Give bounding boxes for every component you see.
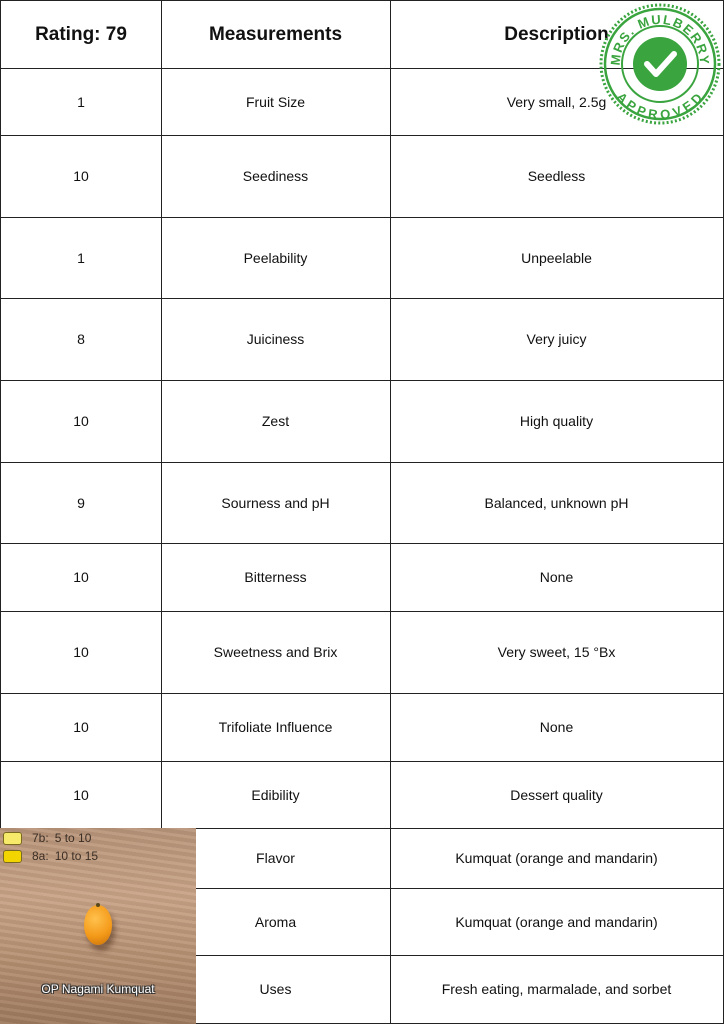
table-row [0, 462, 724, 544]
photo-caption: OP Nagami Kumquat [41, 982, 155, 996]
table-row [0, 298, 724, 381]
measurement-cell: Bitterness [161, 543, 391, 612]
table-row [0, 611, 724, 694]
description-cell: Unpeelable [390, 217, 724, 299]
score-cell: 10 [0, 380, 162, 463]
measurement-cell: Flavor [161, 828, 391, 889]
zone-swatch [3, 850, 22, 863]
description-cell: Very sweet, 15 °Bx [390, 611, 724, 694]
score-cell: 9 [0, 462, 162, 544]
hardiness-zone-7b [3, 831, 91, 845]
description-cell: None [390, 543, 724, 612]
measurement-cell: Fruit Size [161, 68, 391, 136]
kumquat-photo [0, 828, 196, 1024]
description-cell: Very juicy [390, 298, 724, 381]
measurement-cell: Peelability [161, 217, 391, 299]
score-cell: 8 [0, 298, 162, 381]
description-cell: Kumquat (orange and mandarin) [390, 828, 724, 889]
description-cell: Very small, 2.5g [390, 68, 724, 136]
description-cell: Balanced, unknown pH [390, 462, 724, 544]
zone-range: 5 to 10 [54, 831, 92, 845]
measurement-cell: Sweetness and Brix [161, 611, 391, 694]
measurement-cell: Aroma [161, 888, 391, 956]
score-cell: 10 [0, 611, 162, 694]
rating-header: Rating: 79 [0, 0, 162, 69]
zone-swatch [3, 832, 22, 845]
score-cell: 1 [0, 68, 162, 136]
measurement-cell: Sourness and pH [161, 462, 391, 544]
description-cell: Seedless [390, 135, 724, 218]
table-row [0, 135, 724, 218]
zone-range: 10 to 15 [54, 849, 99, 863]
description-cell: Fresh eating, marmalade, and sorbet [390, 955, 724, 1024]
measurement-cell: Juiciness [161, 298, 391, 381]
measurement-cell: Zest [161, 380, 391, 463]
score-cell: 10 [0, 543, 162, 612]
approved-stamp [598, 2, 722, 126]
description-cell: Dessert quality [390, 761, 724, 829]
measurement-cell: Uses [161, 955, 391, 1024]
score-cell: 10 [0, 135, 162, 218]
score-cell: 10 [0, 693, 162, 762]
zone-label: 7b: [32, 831, 49, 845]
stamp-top-text: MRS. MULBERRY [607, 11, 713, 67]
hardiness-zone-8a [3, 849, 98, 863]
table-row [0, 761, 724, 829]
score-cell: 1 [0, 217, 162, 299]
table-row [0, 693, 724, 762]
fruit-stem [96, 903, 100, 907]
check-icon [633, 37, 687, 91]
table-row [0, 217, 724, 299]
kumquat-fruit [84, 905, 112, 945]
table-row [0, 380, 724, 463]
stamp-bottom-text: APPROVED [613, 89, 707, 123]
description-cell: None [390, 693, 724, 762]
description-header: Description [390, 0, 724, 69]
measurement-cell: Edibility [161, 761, 391, 829]
description-cell: High quality [390, 380, 724, 463]
description-cell: Kumquat (orange and mandarin) [390, 888, 724, 956]
score-cell: 10 [0, 761, 162, 829]
zone-label: 8a: [32, 849, 49, 863]
measurement-cell: Seediness [161, 135, 391, 218]
measurements-header: Measurements [161, 0, 391, 69]
measurement-cell: Trifoliate Influence [161, 693, 391, 762]
table-row [0, 543, 724, 612]
